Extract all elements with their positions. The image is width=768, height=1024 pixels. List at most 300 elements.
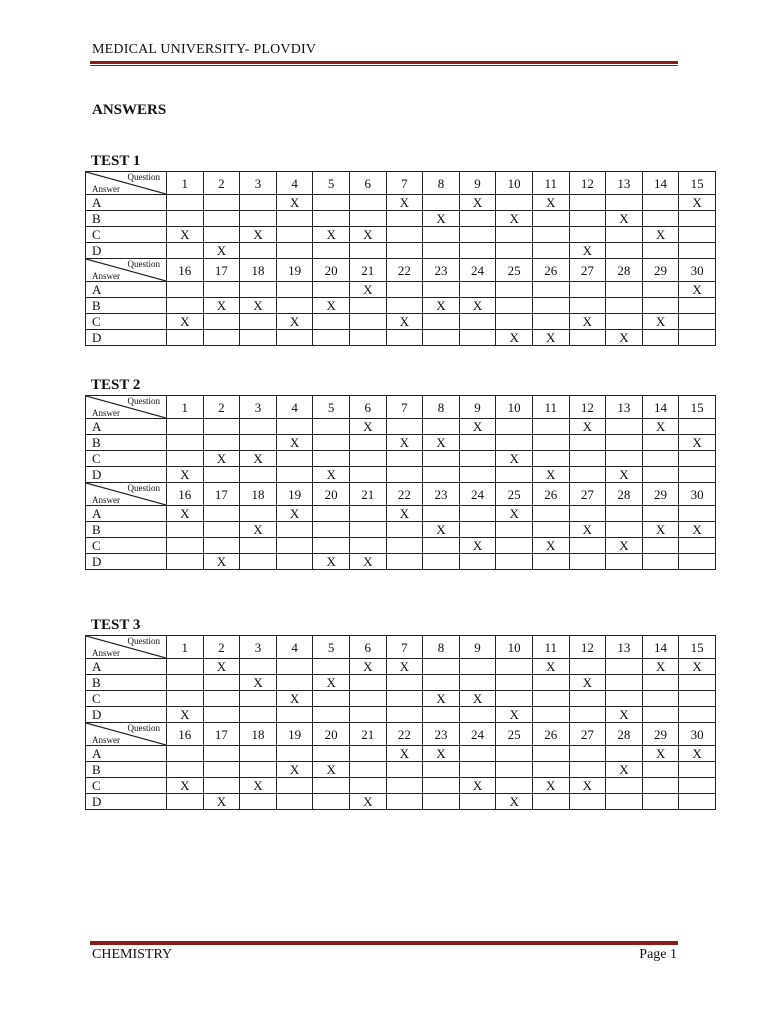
answer-mark-cell bbox=[276, 467, 313, 483]
answer-mark-cell bbox=[313, 435, 350, 451]
answer-mark-cell: X bbox=[569, 522, 606, 538]
answer-mark-cell bbox=[240, 330, 277, 346]
answer-mark-cell bbox=[423, 778, 460, 794]
corner-question-label: Question bbox=[127, 483, 160, 493]
question-number-cell: 12 bbox=[569, 172, 606, 195]
answer-mark-cell bbox=[496, 195, 533, 211]
question-number-cell: 11 bbox=[532, 396, 569, 419]
answer-mark-cell bbox=[276, 554, 313, 570]
answer-row-a bbox=[86, 282, 716, 298]
answer-mark-cell bbox=[240, 419, 277, 435]
answer-mark-cell: X bbox=[313, 227, 350, 243]
answer-mark-cell bbox=[496, 298, 533, 314]
answer-mark-cell bbox=[496, 554, 533, 570]
question-answer-corner bbox=[86, 483, 167, 506]
answer-mark-cell bbox=[642, 243, 679, 259]
answer-mark-cell bbox=[679, 762, 716, 778]
footer-subject: CHEMISTRY bbox=[92, 947, 173, 962]
answer-mark-cell bbox=[606, 506, 643, 522]
answer-mark-cell bbox=[423, 330, 460, 346]
answer-mark-cell: X bbox=[459, 778, 496, 794]
answer-mark-cell: X bbox=[203, 298, 240, 314]
answer-mark-cell bbox=[167, 746, 204, 762]
answer-mark-cell: X bbox=[569, 243, 606, 259]
test-title: TEST 2 bbox=[91, 377, 141, 393]
answer-option-label: C bbox=[86, 538, 167, 554]
question-number-cell: 21 bbox=[349, 259, 386, 282]
question-number-cell: 6 bbox=[349, 636, 386, 659]
answer-mark-cell: X bbox=[459, 538, 496, 554]
answer-mark-cell: X bbox=[496, 330, 533, 346]
answer-mark-cell bbox=[679, 314, 716, 330]
answer-mark-cell bbox=[459, 554, 496, 570]
question-number-cell: 10 bbox=[496, 636, 533, 659]
answer-row-d bbox=[86, 794, 716, 810]
answer-mark-cell bbox=[386, 298, 423, 314]
question-number-cell: 24 bbox=[459, 259, 496, 282]
question-number-cell: 8 bbox=[423, 636, 460, 659]
answer-mark-cell bbox=[240, 435, 277, 451]
answer-row-c bbox=[86, 451, 716, 467]
question-answer-corner bbox=[86, 259, 167, 282]
answer-mark-cell: X bbox=[532, 467, 569, 483]
answer-mark-cell bbox=[642, 691, 679, 707]
answer-mark-cell bbox=[642, 794, 679, 810]
answer-mark-cell: X bbox=[569, 778, 606, 794]
answer-mark-cell bbox=[569, 554, 606, 570]
answer-mark-cell: X bbox=[496, 506, 533, 522]
answer-mark-cell: X bbox=[679, 435, 716, 451]
answer-mark-cell: X bbox=[532, 659, 569, 675]
answer-mark-cell bbox=[423, 467, 460, 483]
answer-mark-cell bbox=[532, 522, 569, 538]
answer-mark-cell: X bbox=[349, 282, 386, 298]
answer-mark-cell bbox=[276, 282, 313, 298]
answer-mark-cell: X bbox=[203, 451, 240, 467]
answer-mark-cell: X bbox=[203, 243, 240, 259]
answer-mark-cell: X bbox=[569, 314, 606, 330]
answer-mark-cell bbox=[569, 707, 606, 723]
answer-mark-cell: X bbox=[167, 314, 204, 330]
answer-mark-cell bbox=[276, 675, 313, 691]
answer-mark-cell: X bbox=[240, 451, 277, 467]
answer-mark-cell bbox=[349, 506, 386, 522]
answer-mark-cell bbox=[459, 211, 496, 227]
answer-mark-cell bbox=[642, 282, 679, 298]
answer-mark-cell bbox=[569, 330, 606, 346]
answer-row-c bbox=[86, 314, 716, 330]
answer-mark-cell bbox=[423, 659, 460, 675]
answer-option-label: B bbox=[86, 522, 167, 538]
answer-mark-cell bbox=[313, 794, 350, 810]
answer-mark-cell: X bbox=[606, 762, 643, 778]
question-number-cell: 25 bbox=[496, 483, 533, 506]
answer-mark-cell: X bbox=[313, 762, 350, 778]
answer-mark-cell bbox=[386, 243, 423, 259]
answer-row-d bbox=[86, 554, 716, 570]
answer-mark-cell bbox=[203, 314, 240, 330]
answer-mark-cell: X bbox=[203, 794, 240, 810]
question-number-cell: 23 bbox=[423, 259, 460, 282]
answer-mark-cell bbox=[313, 707, 350, 723]
question-number-cell: 7 bbox=[386, 172, 423, 195]
answer-mark-cell bbox=[167, 211, 204, 227]
answer-mark-cell: X bbox=[423, 211, 460, 227]
answer-mark-cell bbox=[203, 419, 240, 435]
question-number-cell: 26 bbox=[532, 723, 569, 746]
answer-mark-cell: X bbox=[203, 554, 240, 570]
answer-mark-cell: X bbox=[167, 778, 204, 794]
answer-option-label: B bbox=[86, 435, 167, 451]
test-title: TEST 3 bbox=[91, 617, 141, 633]
answer-mark-cell bbox=[679, 794, 716, 810]
answer-mark-cell bbox=[532, 435, 569, 451]
question-number-cell: 25 bbox=[496, 723, 533, 746]
answer-mark-cell bbox=[203, 227, 240, 243]
answer-mark-cell bbox=[276, 451, 313, 467]
answer-mark-cell: X bbox=[679, 522, 716, 538]
answer-mark-cell bbox=[349, 451, 386, 467]
answer-mark-cell bbox=[313, 195, 350, 211]
answer-row-b bbox=[86, 522, 716, 538]
answer-mark-cell bbox=[679, 419, 716, 435]
answer-mark-cell bbox=[276, 298, 313, 314]
question-number-cell: 29 bbox=[642, 259, 679, 282]
question-number-cell: 21 bbox=[349, 483, 386, 506]
answer-mark-cell: X bbox=[313, 675, 350, 691]
answer-option-label: B bbox=[86, 675, 167, 691]
answer-mark-cell bbox=[313, 778, 350, 794]
answer-mark-cell bbox=[167, 451, 204, 467]
question-number-cell: 21 bbox=[349, 723, 386, 746]
answer-mark-cell: X bbox=[276, 691, 313, 707]
question-number-cell: 17 bbox=[203, 483, 240, 506]
answer-mark-cell bbox=[240, 659, 277, 675]
answer-mark-cell bbox=[459, 762, 496, 778]
answer-mark-cell bbox=[606, 659, 643, 675]
answer-mark-cell bbox=[313, 451, 350, 467]
question-number-cell: 15 bbox=[679, 396, 716, 419]
answer-mark-cell bbox=[496, 762, 533, 778]
answer-mark-cell: X bbox=[386, 659, 423, 675]
answer-mark-cell bbox=[532, 506, 569, 522]
question-number-cell: 5 bbox=[313, 172, 350, 195]
page-header-title: MEDICAL UNIVERSITY- PLOVDIV bbox=[92, 42, 317, 57]
answer-mark-cell: X bbox=[532, 330, 569, 346]
answer-mark-cell: X bbox=[679, 195, 716, 211]
question-number-cell: 23 bbox=[423, 723, 460, 746]
question-number-cell: 26 bbox=[532, 483, 569, 506]
corner-question-label: Question bbox=[127, 636, 160, 646]
question-number-cell: 13 bbox=[606, 636, 643, 659]
answer-mark-cell: X bbox=[606, 707, 643, 723]
corner-question-label: Question bbox=[127, 723, 160, 733]
answer-mark-cell bbox=[276, 794, 313, 810]
answer-mark-cell bbox=[203, 211, 240, 227]
answer-mark-cell: X bbox=[349, 794, 386, 810]
answer-mark-cell: X bbox=[423, 691, 460, 707]
answer-mark-cell bbox=[203, 707, 240, 723]
answer-mark-cell bbox=[167, 691, 204, 707]
answer-mark-cell: X bbox=[679, 282, 716, 298]
answer-mark-cell bbox=[313, 538, 350, 554]
answer-mark-cell bbox=[606, 195, 643, 211]
answer-mark-cell bbox=[496, 243, 533, 259]
answer-mark-cell bbox=[203, 522, 240, 538]
answer-mark-cell bbox=[313, 522, 350, 538]
answer-mark-cell bbox=[642, 675, 679, 691]
question-number-cell: 9 bbox=[459, 396, 496, 419]
question-number-cell: 29 bbox=[642, 483, 679, 506]
answer-mark-cell: X bbox=[167, 227, 204, 243]
answer-mark-cell bbox=[313, 419, 350, 435]
question-number-cell: 10 bbox=[496, 172, 533, 195]
answer-mark-cell bbox=[423, 451, 460, 467]
answer-mark-cell bbox=[606, 314, 643, 330]
answer-mark-cell bbox=[349, 314, 386, 330]
question-number-cell: 4 bbox=[276, 396, 313, 419]
answer-mark-cell bbox=[313, 659, 350, 675]
question-number-row bbox=[86, 259, 716, 282]
answer-mark-cell bbox=[349, 298, 386, 314]
answer-mark-cell bbox=[532, 419, 569, 435]
answer-mark-cell bbox=[532, 794, 569, 810]
answer-mark-cell bbox=[349, 195, 386, 211]
answer-mark-cell: X bbox=[349, 659, 386, 675]
question-number-cell: 30 bbox=[679, 259, 716, 282]
answer-mark-cell bbox=[459, 506, 496, 522]
answer-mark-cell bbox=[276, 419, 313, 435]
answer-mark-cell bbox=[496, 282, 533, 298]
answer-mark-cell bbox=[240, 195, 277, 211]
question-number-cell: 26 bbox=[532, 259, 569, 282]
answer-mark-cell bbox=[679, 227, 716, 243]
answer-mark-cell bbox=[459, 243, 496, 259]
answer-mark-cell bbox=[679, 506, 716, 522]
answer-mark-cell bbox=[496, 746, 533, 762]
answer-mark-cell bbox=[606, 282, 643, 298]
answer-mark-cell bbox=[349, 746, 386, 762]
answer-mark-cell bbox=[532, 554, 569, 570]
question-number-cell: 3 bbox=[240, 396, 277, 419]
answer-mark-cell bbox=[313, 282, 350, 298]
corner-question-label: Question bbox=[127, 259, 160, 269]
answer-mark-cell: X bbox=[240, 298, 277, 314]
answer-mark-cell bbox=[240, 314, 277, 330]
question-number-cell: 18 bbox=[240, 259, 277, 282]
answer-row-a bbox=[86, 506, 716, 522]
question-number-cell: 14 bbox=[642, 396, 679, 419]
answer-mark-cell bbox=[276, 778, 313, 794]
answer-mark-cell: X bbox=[642, 659, 679, 675]
answer-mark-cell bbox=[386, 211, 423, 227]
answer-mark-cell bbox=[679, 554, 716, 570]
answer-mark-cell bbox=[313, 243, 350, 259]
question-number-cell: 30 bbox=[679, 723, 716, 746]
answer-row-b bbox=[86, 435, 716, 451]
answer-mark-cell bbox=[532, 227, 569, 243]
question-number-cell: 8 bbox=[423, 396, 460, 419]
answer-mark-cell: X bbox=[276, 314, 313, 330]
answer-mark-cell bbox=[276, 746, 313, 762]
corner-answer-label: Answer bbox=[92, 408, 120, 418]
answer-mark-cell bbox=[532, 211, 569, 227]
answer-mark-cell bbox=[569, 451, 606, 467]
answer-mark-cell bbox=[349, 778, 386, 794]
answer-mark-cell bbox=[240, 554, 277, 570]
answer-mark-cell bbox=[459, 435, 496, 451]
answer-mark-cell bbox=[386, 419, 423, 435]
answer-mark-cell bbox=[569, 794, 606, 810]
answer-grid bbox=[85, 171, 716, 346]
answer-mark-cell bbox=[167, 522, 204, 538]
answer-mark-cell bbox=[349, 522, 386, 538]
answer-mark-cell bbox=[569, 282, 606, 298]
question-number-cell: 3 bbox=[240, 172, 277, 195]
question-number-row bbox=[86, 172, 716, 195]
answer-mark-cell bbox=[679, 467, 716, 483]
answer-mark-cell bbox=[386, 794, 423, 810]
answer-row-a bbox=[86, 659, 716, 675]
answer-mark-cell bbox=[386, 691, 423, 707]
answer-mark-cell bbox=[606, 451, 643, 467]
answer-option-label: A bbox=[86, 746, 167, 762]
answer-option-label: C bbox=[86, 314, 167, 330]
answer-mark-cell bbox=[459, 659, 496, 675]
test-1-block bbox=[85, 153, 716, 346]
answer-mark-cell: X bbox=[679, 659, 716, 675]
answer-mark-cell bbox=[313, 506, 350, 522]
answer-option-label: B bbox=[86, 762, 167, 778]
answer-mark-cell bbox=[459, 451, 496, 467]
answer-option-label: D bbox=[86, 554, 167, 570]
answer-mark-cell bbox=[386, 554, 423, 570]
question-number-cell: 27 bbox=[569, 723, 606, 746]
question-number-cell: 15 bbox=[679, 636, 716, 659]
answer-row-b bbox=[86, 762, 716, 778]
answer-mark-cell: X bbox=[386, 506, 423, 522]
footer-page-number: Page 1 bbox=[639, 947, 677, 962]
answer-mark-cell: X bbox=[642, 746, 679, 762]
answer-mark-cell bbox=[569, 691, 606, 707]
answer-mark-cell bbox=[532, 746, 569, 762]
answer-mark-cell bbox=[349, 691, 386, 707]
answer-mark-cell: X bbox=[606, 330, 643, 346]
answer-grid bbox=[85, 635, 716, 810]
answer-mark-cell bbox=[240, 538, 277, 554]
answer-mark-cell bbox=[569, 506, 606, 522]
answer-mark-cell bbox=[386, 762, 423, 778]
answer-mark-cell bbox=[532, 298, 569, 314]
answer-mark-cell bbox=[313, 314, 350, 330]
answer-mark-cell bbox=[386, 538, 423, 554]
answer-mark-cell bbox=[423, 419, 460, 435]
answer-mark-cell bbox=[386, 707, 423, 723]
answer-mark-cell bbox=[496, 227, 533, 243]
answer-mark-cell bbox=[606, 554, 643, 570]
answer-option-label: D bbox=[86, 707, 167, 723]
question-number-row bbox=[86, 396, 716, 419]
question-number-cell: 14 bbox=[642, 636, 679, 659]
answer-mark-cell bbox=[642, 778, 679, 794]
answer-mark-cell bbox=[276, 522, 313, 538]
answer-mark-cell bbox=[459, 467, 496, 483]
answer-mark-cell bbox=[167, 435, 204, 451]
answer-mark-cell bbox=[423, 195, 460, 211]
answer-mark-cell bbox=[167, 554, 204, 570]
answer-mark-cell: X bbox=[569, 419, 606, 435]
answer-mark-cell bbox=[642, 762, 679, 778]
answer-mark-cell: X bbox=[459, 195, 496, 211]
answer-mark-cell bbox=[606, 778, 643, 794]
answer-mark-cell: X bbox=[606, 211, 643, 227]
question-number-cell: 29 bbox=[642, 723, 679, 746]
answer-mark-cell bbox=[679, 211, 716, 227]
answer-mark-cell bbox=[240, 467, 277, 483]
answer-mark-cell bbox=[167, 419, 204, 435]
answer-mark-cell bbox=[642, 330, 679, 346]
answer-mark-cell: X bbox=[240, 778, 277, 794]
question-number-cell: 16 bbox=[167, 723, 204, 746]
corner-answer-label: Answer bbox=[92, 495, 120, 505]
header-rule bbox=[90, 61, 678, 66]
answer-mark-cell bbox=[203, 691, 240, 707]
question-number-cell: 6 bbox=[349, 172, 386, 195]
question-number-cell: 8 bbox=[423, 172, 460, 195]
answer-mark-cell bbox=[679, 691, 716, 707]
answer-mark-cell bbox=[532, 451, 569, 467]
answer-mark-cell bbox=[459, 314, 496, 330]
answer-mark-cell bbox=[459, 282, 496, 298]
answer-row-b bbox=[86, 211, 716, 227]
answer-mark-cell bbox=[349, 211, 386, 227]
question-number-cell: 1 bbox=[167, 636, 204, 659]
answer-mark-cell bbox=[679, 298, 716, 314]
answer-mark-cell bbox=[642, 451, 679, 467]
answer-mark-cell bbox=[496, 314, 533, 330]
question-number-cell: 22 bbox=[386, 259, 423, 282]
answer-mark-cell: X bbox=[679, 746, 716, 762]
answer-mark-cell bbox=[569, 227, 606, 243]
answer-mark-cell bbox=[349, 538, 386, 554]
answer-mark-cell bbox=[423, 707, 460, 723]
question-number-cell: 6 bbox=[349, 396, 386, 419]
answer-option-label: D bbox=[86, 467, 167, 483]
answer-mark-cell bbox=[349, 243, 386, 259]
answer-mark-cell bbox=[167, 298, 204, 314]
question-number-cell: 17 bbox=[203, 723, 240, 746]
answer-mark-cell bbox=[642, 707, 679, 723]
answer-mark-cell bbox=[276, 243, 313, 259]
answer-option-label: D bbox=[86, 330, 167, 346]
answer-mark-cell bbox=[276, 211, 313, 227]
answer-mark-cell bbox=[203, 195, 240, 211]
answer-mark-cell: X bbox=[569, 675, 606, 691]
answer-option-label: C bbox=[86, 691, 167, 707]
answer-mark-cell bbox=[240, 243, 277, 259]
answer-mark-cell bbox=[167, 659, 204, 675]
question-number-cell: 28 bbox=[606, 483, 643, 506]
answer-mark-cell bbox=[276, 538, 313, 554]
answer-mark-cell bbox=[423, 227, 460, 243]
answer-mark-cell bbox=[606, 419, 643, 435]
question-number-row bbox=[86, 723, 716, 746]
answer-mark-cell bbox=[459, 794, 496, 810]
answer-mark-cell bbox=[276, 227, 313, 243]
answer-mark-cell bbox=[459, 675, 496, 691]
question-number-cell: 2 bbox=[203, 636, 240, 659]
question-number-cell: 18 bbox=[240, 723, 277, 746]
